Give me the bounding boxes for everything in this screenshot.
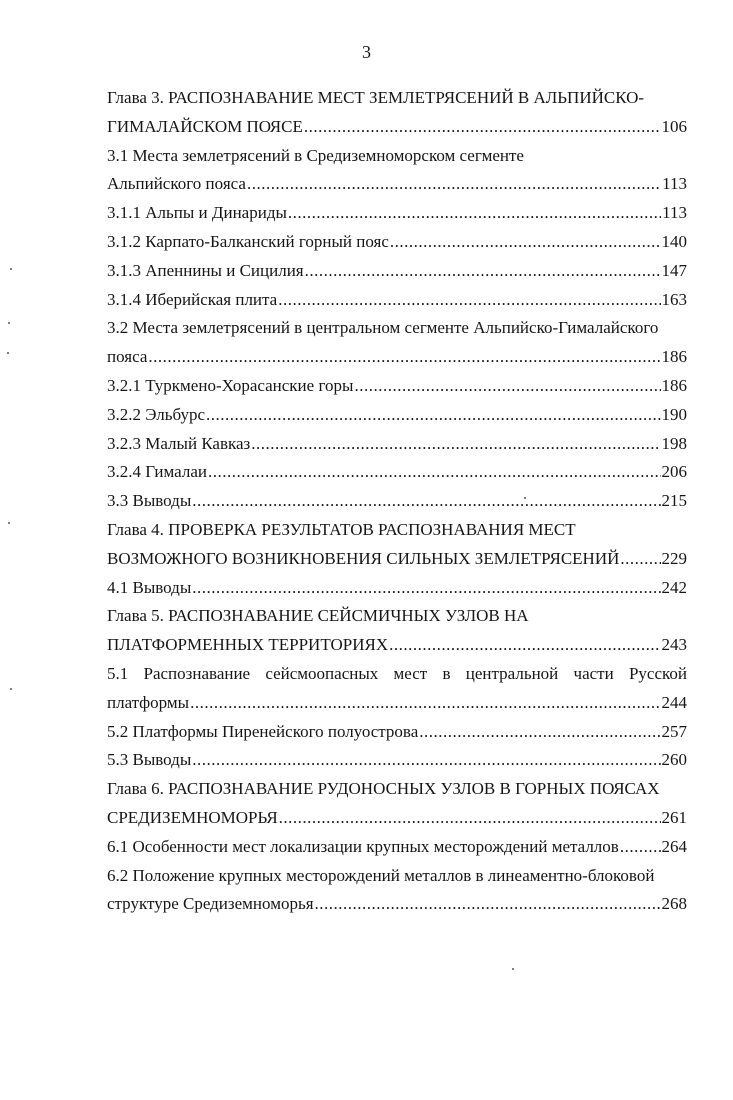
toc-page-number: 163 xyxy=(661,289,687,309)
toc-entry-text: 5.3 Выводы xyxy=(107,750,192,770)
toc-line xyxy=(107,257,687,286)
toc-line xyxy=(107,890,687,919)
toc-entry-text: 3.2.3 Малый Кавказ xyxy=(107,433,251,453)
toc-entry-text: 3.2 Места землетрясений в центральном сегменте Альпийско-Гималайского xyxy=(107,318,659,338)
toc-line xyxy=(107,314,687,343)
dot-leader xyxy=(288,199,661,228)
toc-page-number: 242 xyxy=(661,577,687,597)
toc-line xyxy=(107,170,687,199)
toc-line xyxy=(107,343,687,372)
dot-leader xyxy=(192,487,660,516)
toc-entry-text: ПЛАТФОРМЕННЫХ ТЕРРИТОРИЯХ xyxy=(107,635,389,655)
scan-speck xyxy=(512,968,514,970)
toc-page-number: 206 xyxy=(661,462,687,482)
scan-speck xyxy=(8,522,10,524)
dot-leader xyxy=(251,430,660,459)
toc-line xyxy=(107,746,687,775)
toc-entry-text: 3.3 Выводы xyxy=(107,491,192,511)
toc-entry-text: структуре Средиземноморья xyxy=(107,894,314,914)
toc-page-number: 198 xyxy=(661,433,687,453)
dot-leader xyxy=(620,833,661,862)
toc-page-number: 113 xyxy=(662,174,687,194)
toc-entry-text: Альпийского пояса xyxy=(107,174,246,194)
scan-speck xyxy=(10,688,12,690)
toc-page-number: 186 xyxy=(661,375,687,395)
toc-line xyxy=(107,372,687,401)
toc-line xyxy=(107,862,687,891)
toc-entry-text: 5.2 Платформы Пиренейского полуострова xyxy=(107,721,419,741)
toc-entry-text: 3.1.2 Карпато-Балканский горный пояс xyxy=(107,231,389,251)
dot-leader xyxy=(148,343,660,372)
toc-line xyxy=(107,487,687,516)
toc-entry-text: 3.1 Места землетрясений в Средиземноморском сегменте xyxy=(107,145,524,165)
toc-page-number: 243 xyxy=(661,635,687,655)
toc-entry-text: 5.1 Распознавание сейсмоопасных мест в центральной части Русской xyxy=(107,663,687,683)
toc-page-number: 268 xyxy=(661,894,687,914)
dot-leader xyxy=(247,170,661,199)
dot-leader xyxy=(208,458,661,487)
dot-leader xyxy=(354,372,660,401)
dot-leader xyxy=(389,631,660,660)
scan-speck xyxy=(10,268,12,270)
toc-page-number: 106 xyxy=(661,116,687,136)
dot-leader xyxy=(278,286,660,315)
toc-line xyxy=(107,113,687,142)
toc-entry-text: 3.2.4 Гималаи xyxy=(107,462,207,482)
toc-entry-text: Глава 6. РАСПОЗНАВАНИЕ РУДОНОСНЫХ УЗЛОВ В ГОРНЫХ ПОЯСАХ xyxy=(107,779,660,799)
toc-page-number: 113 xyxy=(662,203,687,223)
toc-line xyxy=(107,775,687,804)
toc-line xyxy=(107,631,687,660)
dot-leader xyxy=(315,890,661,919)
toc-line xyxy=(107,142,687,171)
toc-entry-text: 3.1.4 Иберийская плита xyxy=(107,289,278,309)
page-number: 3 xyxy=(362,42,371,62)
dot-leader xyxy=(305,257,661,286)
toc-entry-text: 3.2.2 Эльбурс xyxy=(107,404,206,424)
toc-line xyxy=(107,401,687,430)
toc-line xyxy=(107,516,687,545)
toc-entry-text: 3.1.1 Альпы и Динариды xyxy=(107,203,287,223)
toc-page-number: 140 xyxy=(661,231,687,251)
toc-line xyxy=(107,286,687,315)
toc-line xyxy=(107,199,687,228)
dot-leader xyxy=(419,718,660,747)
toc-entry-text: 4.1 Выводы xyxy=(107,577,192,597)
toc-entry-text: Глава 4. ПРОВЕРКА РЕЗУЛЬТАТОВ РАСПОЗНАВАНИЯ МЕСТ xyxy=(107,519,576,539)
toc-line xyxy=(107,602,687,631)
dot-leader xyxy=(620,545,660,574)
toc-line xyxy=(107,545,687,574)
dot-leader xyxy=(206,401,660,430)
dot-leader xyxy=(190,689,660,718)
scan-speck xyxy=(8,322,10,324)
toc-page-number: 215 xyxy=(661,491,687,511)
toc-entry-text: ВОЗМОЖНОГО ВОЗНИКНОВЕНИЯ СИЛЬНЫХ ЗЕМЛЕТРЯСЕНИЙ xyxy=(107,548,620,568)
table-of-contents xyxy=(107,84,687,919)
toc-page-number: 147 xyxy=(661,260,687,280)
toc-line xyxy=(107,458,687,487)
toc-entry-text: Глава 5. РАСПОЗНАВАНИЕ СЕЙСМИЧНЫХ УЗЛОВ НА xyxy=(107,606,529,626)
toc-page-number: 257 xyxy=(661,721,687,741)
toc-entry-text: 6.1 Особенности мест локализации крупных месторождений металлов xyxy=(107,836,619,856)
toc-line xyxy=(107,689,687,718)
toc-entry-text: платформы xyxy=(107,692,190,712)
scan-speck xyxy=(7,352,9,354)
toc-page-number: 261 xyxy=(661,807,687,827)
toc-line xyxy=(107,660,687,689)
toc-line xyxy=(107,228,687,257)
dot-leader xyxy=(192,574,660,603)
toc-line xyxy=(107,833,687,862)
toc-page-number: 229 xyxy=(661,548,687,568)
toc-page-number: 244 xyxy=(661,692,687,712)
dot-leader xyxy=(304,113,661,142)
toc-entry-text: СРЕДИЗЕМНОМОРЬЯ xyxy=(107,807,278,827)
toc-page-number: 186 xyxy=(661,347,687,367)
toc-line xyxy=(107,718,687,747)
toc-page-number: 260 xyxy=(661,750,687,770)
dot-leader xyxy=(192,746,660,775)
toc-page-number: 190 xyxy=(661,404,687,424)
toc-line xyxy=(107,430,687,459)
dot-leader xyxy=(279,804,661,833)
toc-line xyxy=(107,574,687,603)
toc-entry-text: Глава 3. РАСПОЗНАВАНИЕ МЕСТ ЗЕМЛЕТРЯСЕНИЙ В АЛЬПИЙСКО- xyxy=(107,88,645,107)
dot-leader xyxy=(390,228,661,257)
toc-page-number: 264 xyxy=(661,836,687,856)
scan-speck xyxy=(524,497,526,499)
toc-entry-text: пояса xyxy=(107,347,148,367)
toc-entry-text: 6.2 Положение крупных месторождений металлов в линеаментно-блоковой xyxy=(107,865,655,885)
toc-entry-text: ГИМАЛАЙСКОМ ПОЯСЕ xyxy=(107,116,303,136)
toc-entry-text: 3.1.3 Апеннины и Сицилия xyxy=(107,260,304,280)
toc-line xyxy=(107,84,687,113)
toc-entry-text: 3.2.1 Туркмено-Хорасанские горы xyxy=(107,375,354,395)
toc-line xyxy=(107,804,687,833)
